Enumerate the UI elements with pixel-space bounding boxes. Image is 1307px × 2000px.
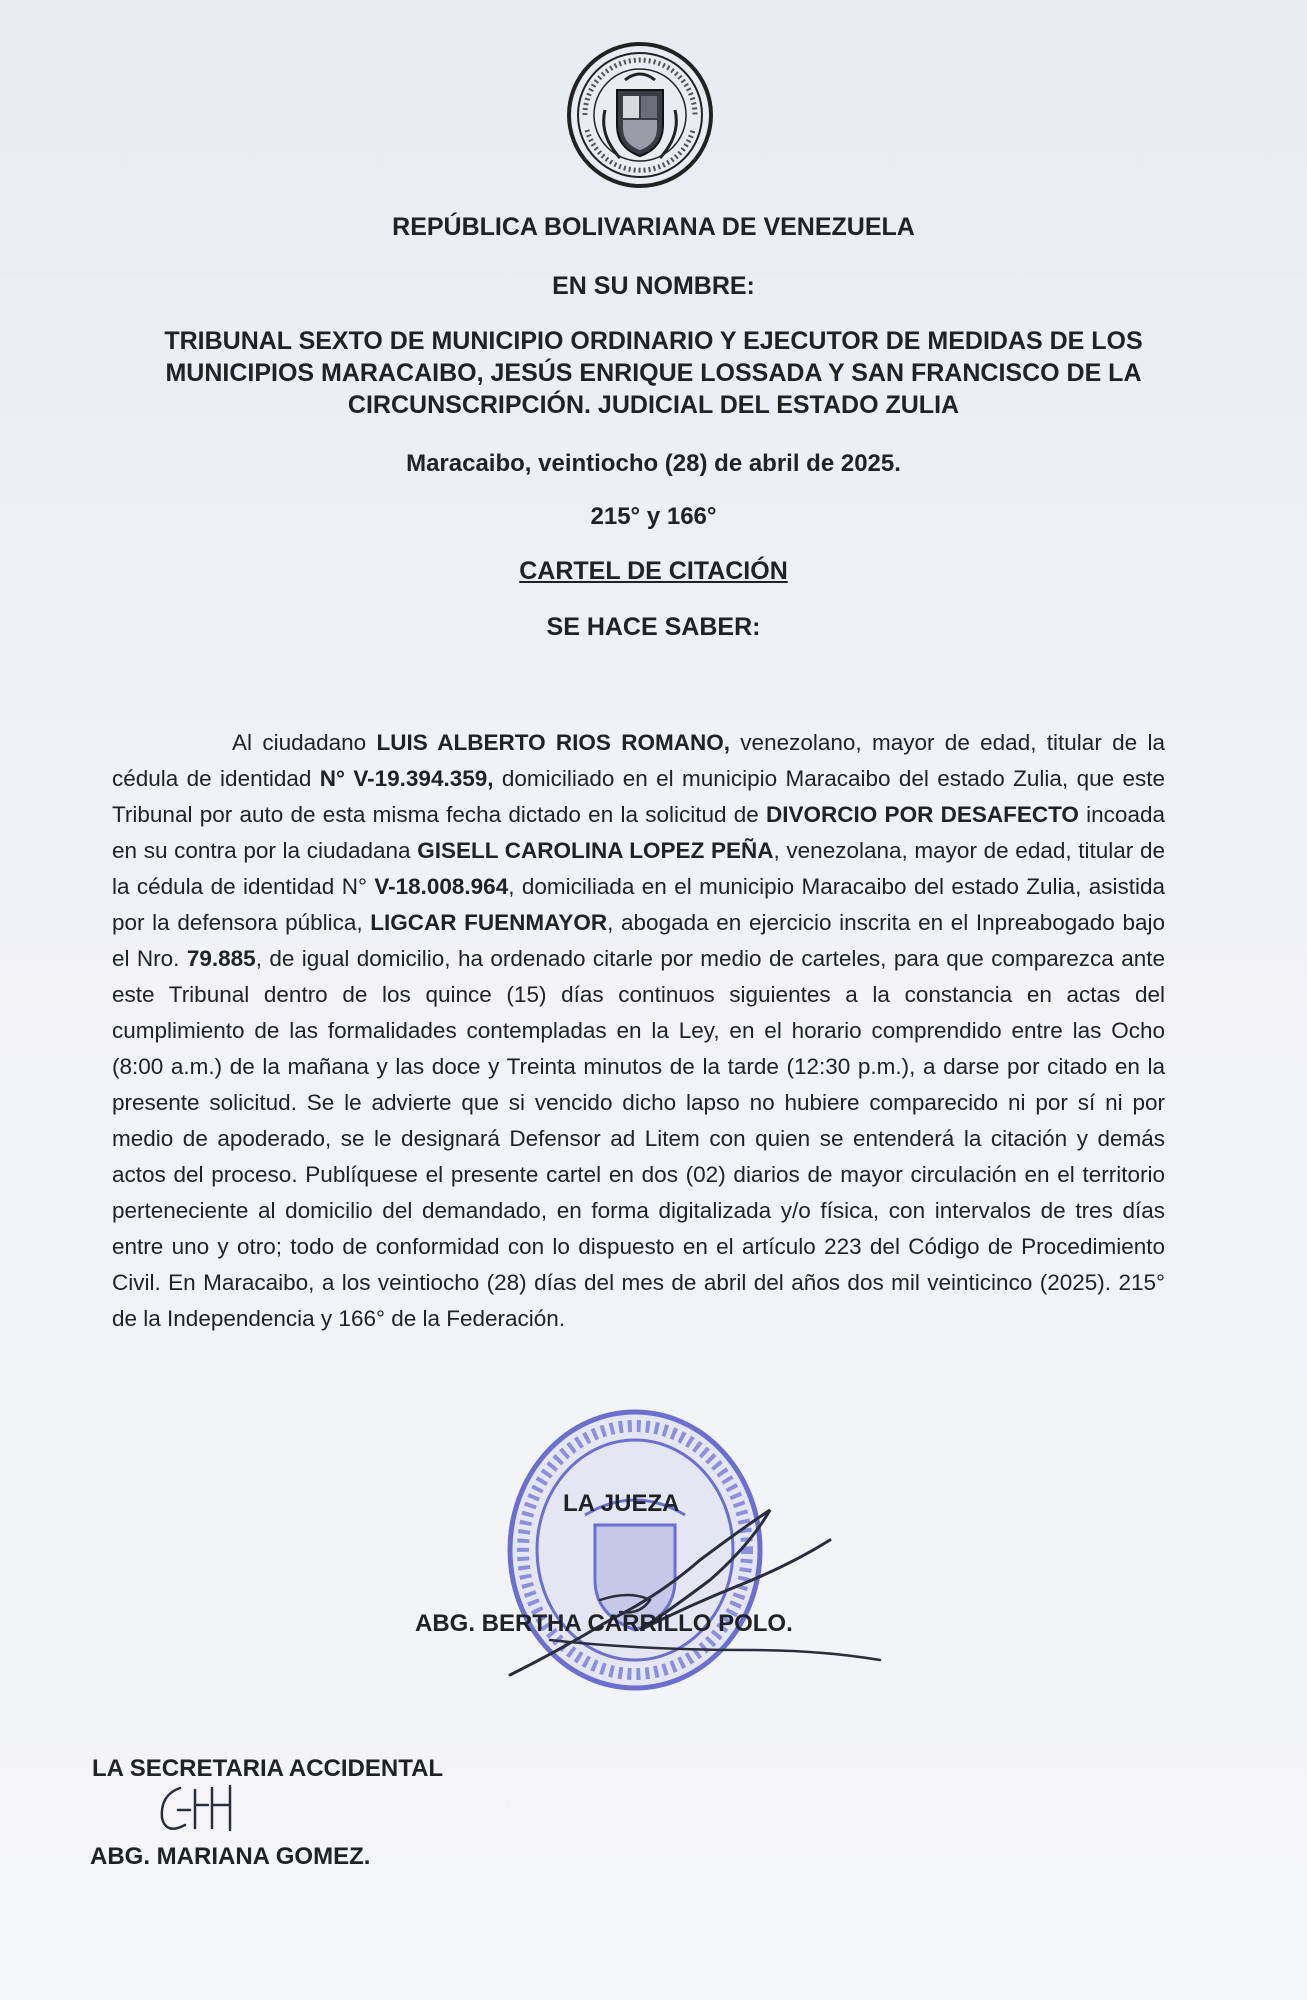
lawyer-number: 79.885 <box>186 946 256 971</box>
secretary-signature-icon <box>150 1780 240 1840</box>
citation-body <box>112 725 1165 1337</box>
coat-of-arms-seal-icon <box>565 40 715 190</box>
document-subtitle: SE HACE SABER: <box>546 613 761 641</box>
citizen-name: LUIS ALBERTO RIOS ROMANO, <box>376 730 730 755</box>
judge-title: LA JUEZA <box>563 1490 680 1517</box>
body-text-6: , domiciliada en el municipio Maracaibo del estado Zulia, asistida por la defensora pública, <box>112 874 1165 935</box>
document-title <box>0 557 1307 586</box>
case-type: DIVORCIO POR DESAFECTO <box>766 802 1079 827</box>
body-text-7: , abogada en ejercicio inscrita en el Inpreabogado bajo el Nro. <box>112 910 1165 971</box>
secretary-title: LA SECRETARIA ACCIDENTAL <box>92 1755 444 1782</box>
body-text-8: , de igual domicilio, ha ordenado citarle por medio de carteles, para que comparezca ante este Tribunal dentro de los quince (15) días continuos siguientes a la constancia en actas del cumplimiento de las formalidades contempladas en la Ley, en el horario comprendido entre las Ocho (8:00 a.m.) de la mañana y las doce y Treinta minutos de la tarde (12:30 p.m.), a darse por citado en la presente solicitud. Se le advierte que si vencido dicho lapso no hubiere comparecido ni por sí ni por medio de apoderado, se le designará Defensor ad Litem con quien se entenderá la citación y demás actos del proceso. Publíquese el presente cartel en dos (02) diarios de mayor circulación en el territorio perteneciente al domicilio del demandado, en forma digitalizada y/o física, con intervalos de tres días entre uno y otro; todo de conformidad con lo dispuesto en el artículo 223 del Código de Procedimiento Civil. En Maracaibo, a los veintiocho (28) días del mes de abril del años dos mil veinticinco (2025). 215° de la Independencia y 166° de la Federación. <box>112 946 1165 1331</box>
citizen-id: N° V-19.394.359, <box>319 766 494 791</box>
en-su-nombre-heading: EN SU NOMBRE: <box>552 272 755 300</box>
body-text-1: Al ciudadano <box>232 730 377 755</box>
lawyer-name: LIGCAR FUENMAYOR <box>370 910 608 935</box>
tribunal-heading: TRIBUNAL SEXTO DE MUNICIPIO ORDINARIO Y EJECUTOR DE MEDIDAS DE LOS MUNICIPIOS MARACAIBO, JESÚS ENRIQUE LOSSADA Y SAN FRANCISCO DE LA CIRCUNSCRIPCIÓN. JUDICIAL DEL ESTADO ZULIA <box>164 327 1143 419</box>
years-line: 215° y 166° <box>590 503 717 530</box>
body-text-4: incoada en su contra por la ciudadana <box>112 802 1165 863</box>
secretary-name: ABG. MARIANA GOMEZ. <box>90 1843 371 1870</box>
plaintiff-id: V-18.008.964 <box>374 874 509 899</box>
body-text-2: venezolano, mayor de edad, titular de la cédula de identidad <box>112 730 1165 791</box>
republic-heading: REPÚBLICA BOLIVARIANA DE VENEZUELA <box>392 213 915 241</box>
plaintiff-name: GISELL CAROLINA LOPEZ PEÑA <box>417 838 774 863</box>
judge-signature-icon <box>490 1500 890 1690</box>
document-title-text: CARTEL DE CITACIÓN <box>519 557 788 585</box>
body-text-3: domiciliado en el municipio Maracaibo del estado Zulia, que este Tribunal por auto de esta misma fecha dictado en la solicitud de <box>112 766 1165 827</box>
judge-name: ABG. BERTHA CARRILLO POLO. <box>415 1610 793 1637</box>
document-date: Maracaibo, veintiocho (28) de abril de 2025. <box>406 450 901 477</box>
body-text-5: , venezolana, mayor de edad, titular de la cédula de identidad N° <box>112 838 1165 899</box>
